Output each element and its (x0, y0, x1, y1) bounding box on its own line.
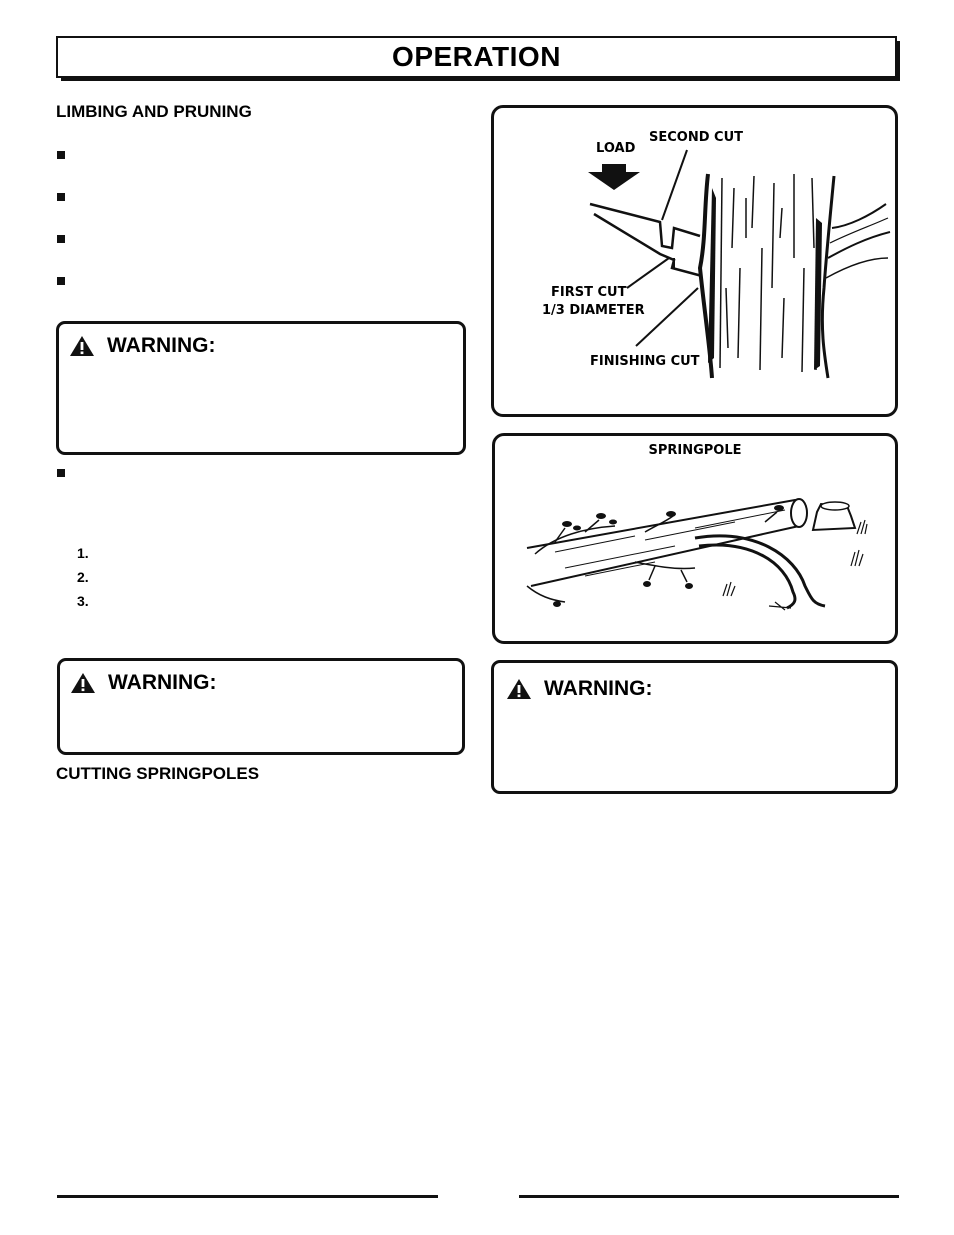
first-cut-label: FIRST CUT (551, 285, 627, 300)
warning-box-1 (56, 321, 466, 455)
springpole-caption: SPRINGPOLE (648, 443, 742, 458)
warning-label: WARNING: (544, 677, 653, 700)
second-cut-label: SECOND CUT (649, 130, 743, 145)
warning-header (69, 334, 216, 358)
warning-triangle-icon (506, 678, 532, 700)
square-bullet-icon (57, 235, 65, 243)
warning-box-3 (491, 660, 898, 794)
page-title-bar (56, 36, 898, 80)
square-bullet-icon (57, 193, 65, 201)
page-title: OPERATION (56, 36, 897, 78)
warning-label: WARNING: (107, 334, 216, 357)
footer-rule-right (519, 1195, 899, 1198)
step-number: 3. (77, 593, 89, 609)
springpoles-heading: CUTTING SPRINGPOLES (56, 764, 260, 783)
cut-diagram-figure (491, 105, 898, 417)
warning-box-2 (57, 658, 465, 755)
step-number: 1. (77, 545, 89, 561)
load-label: LOAD (596, 141, 636, 156)
warning-header (70, 671, 217, 695)
square-bullet-icon (57, 277, 65, 285)
springpole-illustration (495, 436, 895, 641)
limbing-heading: LIMBING AND PRUNING (56, 102, 252, 121)
springpole-figure (492, 433, 898, 644)
finishing-cut-label: FINISHING CUT (590, 354, 700, 369)
numbered-steps (77, 541, 89, 613)
step-number: 2. (77, 569, 89, 585)
warning-triangle-icon (69, 335, 95, 357)
warning-triangle-icon (70, 672, 96, 694)
diameter-label: 1/3 DIAMETER (542, 303, 645, 318)
cut-diagram-illustration (494, 108, 895, 414)
warning-header (506, 677, 653, 701)
footer-rule-left (57, 1195, 438, 1198)
warning-label: WARNING: (108, 671, 217, 694)
square-bullet-icon (57, 469, 65, 477)
square-bullet-icon (57, 151, 65, 159)
